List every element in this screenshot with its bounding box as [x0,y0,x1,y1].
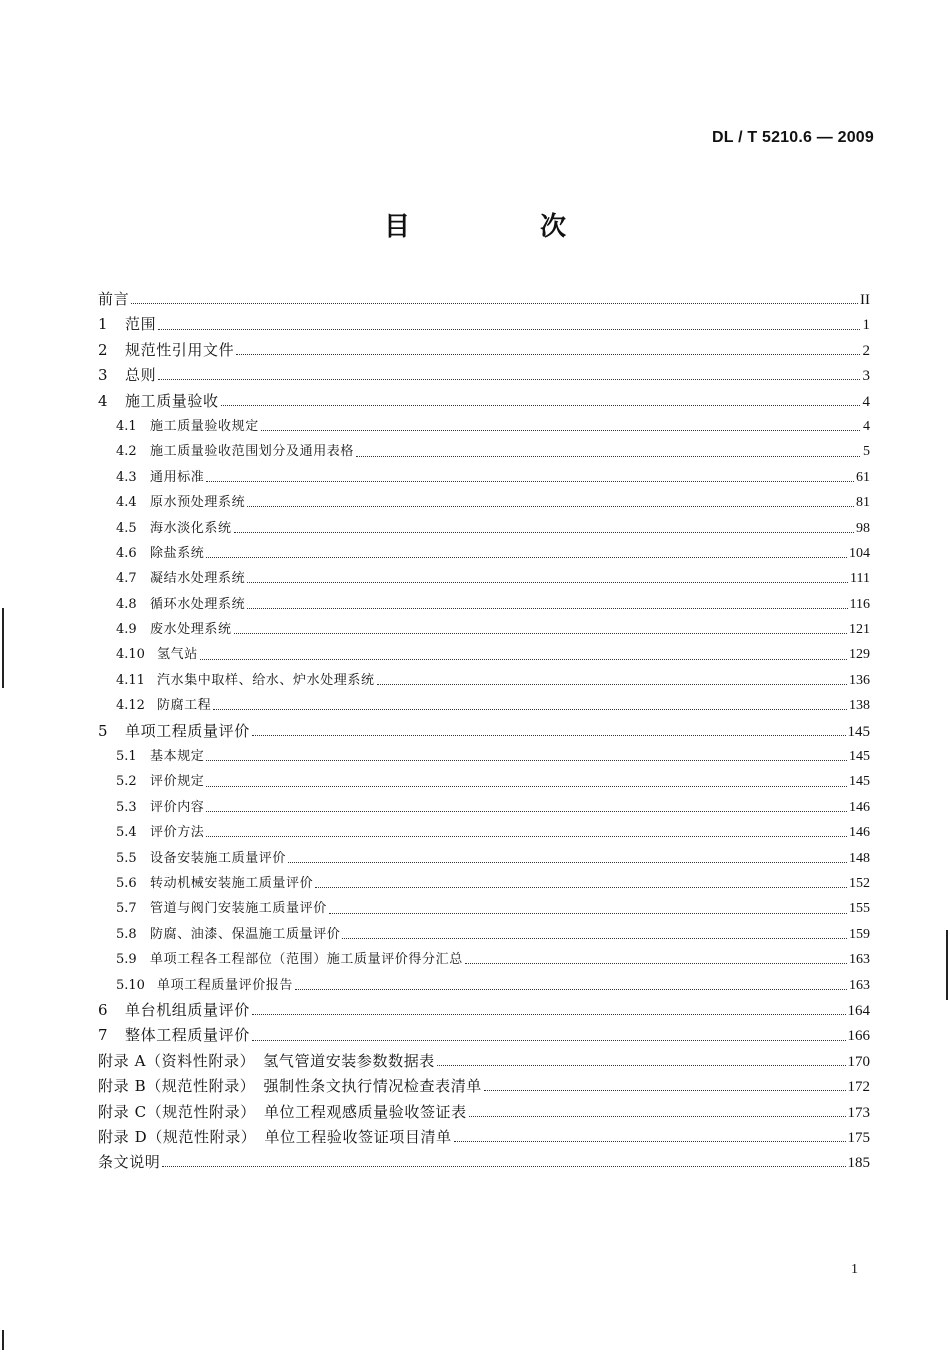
toc-dot-leader [465,963,847,964]
toc-entry-page: 166 [847,1028,870,1045]
toc-dot-leader [315,887,847,888]
toc-entry-page: 98 [856,520,870,536]
toc-entry[interactable] [98,871,870,896]
toc-entry-number: 4.3 [116,469,137,485]
scan-edge-mark [2,1330,4,1350]
toc-entry-page: 145 [847,723,870,740]
toc-entry-page: 81 [856,495,870,511]
toc-entry-page: 138 [849,698,870,714]
toc-dot-leader [247,582,848,583]
toc-entry-page: 164 [847,1002,870,1019]
toc-entry-page: 152 [849,875,870,891]
toc-dot-leader [206,481,854,482]
toc-entry[interactable] [98,592,870,617]
toc-entry-label: 循环水处理系统 [150,596,246,612]
toc-dot-leader [252,735,846,736]
toc-entry[interactable] [98,1074,870,1099]
toc-entry-page: 163 [849,952,870,968]
toc-entry-page: 5 [863,444,870,460]
standard-code: DL / T 5210.6 — 2009 [711,129,874,146]
toc-entry-number: 4.9 [116,622,137,638]
toc-entry-page: 121 [849,622,870,638]
toc-entry-number: 4.2 [116,444,137,460]
toc-entry-page: 159 [849,926,870,942]
toc-dot-leader [234,633,847,634]
toc-entry-number: 4.1 [116,418,137,434]
toc-dot-leader [162,1166,845,1167]
toc-entry-label: 评价内容 [150,799,205,815]
toc-entry-label: 总则 [125,366,157,385]
toc-dot-leader [454,1141,846,1142]
toc-dot-leader [261,430,860,431]
toc-entry-label: 附录 A（资料性附录） 氢气管道安装参数数据表 [98,1051,435,1070]
toc-entry[interactable] [98,490,870,515]
toc-dot-leader [206,760,847,761]
toc-entry-label: 单台机组质量评价 [125,1000,250,1019]
toc-entry-page: 1 [862,317,870,334]
toc-entry[interactable] [98,1023,870,1048]
toc-entry[interactable] [98,541,870,566]
toc-dot-leader [484,1090,846,1091]
scan-edge-mark [2,608,4,688]
toc-dot-leader [377,684,847,685]
toc-dot-leader [158,329,860,330]
toc-entry-number: 4.8 [116,596,137,612]
toc-entry-number: 5.9 [116,952,137,968]
toc-entry[interactable] [98,1150,870,1175]
toc-entry[interactable] [98,668,870,693]
toc-dot-leader [437,1065,846,1066]
toc-entry[interactable] [98,947,870,972]
toc-entry-number: 4.12 [116,698,145,714]
toc-dot-leader [206,557,847,558]
toc-entry-label: 施工质量验收规定 [150,418,259,434]
toc-entry-page: 111 [850,571,870,587]
toc-entry[interactable] [98,820,870,845]
toc-entry-number: 7 [98,1026,108,1045]
toc-entry-number: 5.10 [116,977,145,993]
toc-entry[interactable] [98,795,870,820]
toc-entry-label: 单项工程质量评价报告 [157,977,294,993]
toc-entry[interactable] [98,1125,870,1150]
page-title: 目 次 [383,212,618,242]
toc-entry[interactable] [98,389,870,414]
toc-entry[interactable] [98,287,870,312]
toc-entry-number: 4 [98,391,108,410]
toc-entry[interactable] [98,642,870,667]
toc-entry-label: 评价方法 [150,825,205,841]
toc-entry-label: 条文说明 [98,1153,161,1172]
toc-entry-number: 5.4 [116,825,137,841]
toc-dot-leader [342,938,847,939]
toc-entry-label: 原水预处理系统 [150,495,246,511]
toc-dot-leader [200,659,847,660]
toc-entry-label: 除盐系统 [150,545,205,561]
toc-entry-page: 172 [847,1079,870,1096]
toc-entry[interactable] [98,896,870,921]
toc-entry-label: 施工质量验收 [125,391,219,410]
toc-entry-label: 施工质量验收范围划分及通用表格 [150,444,355,460]
toc-dot-leader [236,354,860,355]
toc-entry-page: II [860,292,870,308]
toc-entry-number: 3 [98,366,108,385]
toc-entry[interactable] [98,1049,870,1074]
toc-entry-label: 防腐、油漆、保温施工质量评价 [150,926,341,942]
toc-dot-leader [356,456,860,457]
toc-entry-label: 前言 [98,290,130,308]
toc-entry-label: 附录 C（规范性附录） 单位工程观感质量验收签证表 [98,1102,467,1121]
toc-entry-page: 116 [849,596,870,612]
toc-dot-leader [221,405,860,406]
toc-entry-number: 4.4 [116,495,137,511]
toc-dot-leader [206,786,847,787]
toc-entry-page: 146 [849,825,870,841]
toc-entry[interactable] [98,973,870,998]
toc-entry[interactable] [98,414,870,439]
toc-entry-label: 氢气站 [157,647,198,663]
toc-entry-number: 4.11 [116,672,145,688]
toc-entry-label: 通用标准 [150,469,205,485]
toc-entry-label: 海水淡化系统 [150,520,232,536]
toc-entry[interactable] [98,1100,870,1125]
toc-entry[interactable] [98,516,870,541]
toc-entry-label: 附录 B（规范性附录） 强制性条文执行情况检查表清单 [98,1077,482,1096]
table-of-contents [98,287,870,1176]
toc-entry-page: 129 [849,647,870,663]
toc-entry-page: 3 [862,368,870,385]
toc-entry-page: 145 [849,774,870,790]
toc-entry-label: 范围 [125,315,157,334]
toc-entry-number: 5.1 [116,749,137,765]
toc-entry[interactable] [98,719,870,744]
toc-entry-label: 管道与阀门安装施工质量评价 [150,901,327,917]
toc-entry[interactable] [98,312,870,337]
toc-entry-page: 163 [849,977,870,993]
toc-entry-label: 单项工程各工程部位（范围）施工质量评价得分汇总 [150,952,463,968]
toc-dot-leader [329,913,847,914]
toc-entry-number: 5.8 [116,926,137,942]
toc-dot-leader [247,506,854,507]
toc-entry-number: 6 [98,1000,108,1019]
toc-entry-number: 2 [98,340,108,359]
toc-entry-page: 175 [847,1129,870,1146]
toc-dot-leader [131,303,858,304]
toc-entry[interactable] [98,363,870,388]
toc-dot-leader [213,709,847,710]
toc-entry[interactable] [98,617,870,642]
toc-entry-page: 148 [849,850,870,866]
toc-entry[interactable] [98,693,870,718]
toc-entry-label: 附录 D（规范性附录） 单位工程验收签证项目清单 [98,1127,452,1146]
toc-entry-label: 设备安装施工质量评价 [150,850,287,866]
toc-entry-page: 104 [849,545,870,561]
toc-dot-leader [252,1040,846,1041]
toc-entry-number: 5.2 [116,774,137,790]
toc-entry-page: 146 [849,799,870,815]
toc-entry-label: 转动机械安装施工质量评价 [150,875,314,891]
toc-entry-page: 185 [847,1155,870,1172]
toc-dot-leader [206,836,847,837]
toc-entry-number: 5.3 [116,799,137,815]
toc-entry[interactable] [98,846,870,871]
toc-entry[interactable] [98,998,870,1023]
toc-entry-number: 5.7 [116,901,137,917]
toc-entry-number: 4.5 [116,520,137,536]
toc-entry-number: 4.10 [116,647,145,663]
toc-dot-leader [158,379,860,380]
toc-entry[interactable] [98,465,870,490]
toc-entry-page: 173 [847,1104,870,1121]
toc-entry-label: 基本规定 [150,749,205,765]
toc-entry-label: 凝结水处理系统 [150,571,246,587]
toc-entry-label: 汽水集中取样、给水、炉水处理系统 [157,672,375,688]
toc-entry-page: 61 [856,469,870,485]
toc-entry-page: 2 [862,342,870,359]
toc-entry-label: 单项工程质量评价 [125,721,250,740]
toc-dot-leader [288,862,847,863]
toc-entry-number: 5.5 [116,850,137,866]
toc-entry-page: 155 [849,901,870,917]
toc-entry-number: 1 [98,315,108,334]
toc-entry[interactable] [98,769,870,794]
scan-edge-mark [946,930,948,1000]
toc-entry[interactable] [98,922,870,947]
toc-entry-number: 4.6 [116,545,137,561]
toc-dot-leader [295,989,847,990]
toc-entry-number: 4.7 [116,571,137,587]
toc-entry-label: 规范性引用文件 [125,340,235,359]
toc-entry-number: 5.6 [116,875,137,891]
toc-dot-leader [469,1116,846,1117]
toc-dot-leader [252,1014,846,1015]
toc-entry[interactable] [98,338,870,363]
toc-dot-leader [234,532,854,533]
toc-dot-leader [206,811,847,812]
toc-entry-label: 废水处理系统 [150,622,232,638]
toc-entry-page: 145 [849,749,870,765]
toc-entry-label: 整体工程质量评价 [125,1026,250,1045]
toc-entry-label: 防腐工程 [157,698,212,714]
toc-entry-page: 136 [849,672,870,688]
toc-entry[interactable] [98,566,870,591]
toc-dot-leader [247,608,847,609]
toc-entry-page: 4 [863,418,870,434]
toc-entry-page: 4 [862,393,870,410]
toc-entry-label: 评价规定 [150,774,205,790]
page-number: 1 [851,1262,858,1277]
toc-entry-number: 5 [98,721,108,740]
toc-entry[interactable] [98,744,870,769]
toc-entry-page: 170 [847,1053,870,1070]
toc-entry[interactable] [98,439,870,464]
